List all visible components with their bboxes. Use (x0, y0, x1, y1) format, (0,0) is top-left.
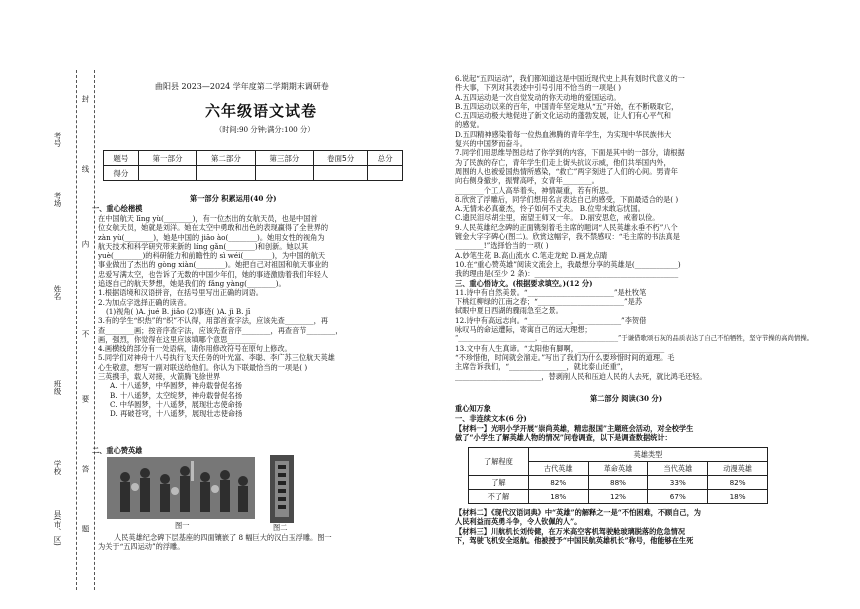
question-13-line: ________________________，替剥削人民和压迫人民的人去死，就比鸿毛还轻。 (455, 371, 707, 381)
question-8-line: A.无情未必真豪杰，怜子如何不丈夫。 B.位卑未敢忘忧国。 (455, 204, 645, 214)
question-4: 4.画横线的部分有一处语病，请你用修改符号在原句上修改。 (98, 344, 292, 354)
question-10-line: 我的理由是(至少 2 条)：________________________________________ (455, 269, 679, 279)
question-12-line: 12.诗中有高远志向。“____________，____________”李贺借 (455, 315, 647, 325)
question-3-line: 3.有的学生“织热”的“织”不认得，用部首查字法，应该先查________，再 (98, 316, 328, 326)
material-line: 下，驾驶飞机安全返航。他被授予“中国民航英雄机长”称号，他能够在生死 (455, 535, 694, 545)
option-d: D. 再破苍穹，十八遥梦，展现壮志使命扬 (110, 409, 243, 419)
score-header: 第三部分 (255, 151, 313, 166)
question-9-line: 镀金大字字碑心(图二)。欣赏这幅字，我不禁感叹：“毛主席的书法真是 (455, 232, 680, 242)
caption-line: 人民英雄纪念碑下层基座的四面镶嵌了 8 幅巨大的汉白玉浮雕。图一 (114, 533, 332, 542)
question-6-line: D.五四精神感染着每一位热血沸腾的青年学生，为实现中华民族伟大 (455, 129, 672, 139)
material-line: 人民利益而英勇斗争，令人钦佩的人”。 (455, 517, 582, 527)
margin-label-county: 县(市、区) (53, 510, 62, 546)
question-11-line: 轼眼中夏日西湖的骤雨急至之景。 (455, 306, 563, 316)
material-line: 【材料一】光明小学开展“崇尚英雄，精忠报国”主题班会活动，对全校学生 (455, 424, 694, 433)
question-10-line: 10.在“重心赞英雄”阅读文流会上，我最想分享的英雄是(____________) (455, 259, 681, 269)
question-9-line: ________!”选择恰当的一项( ) (455, 241, 549, 251)
passage-line: yuè(________)的科研能力和前瞻性的 sì wéi(________)，为中国的航天 (98, 251, 326, 261)
question-13-line: 13.文中有人生真谛。“太阳他有脚啊，________________________ (455, 343, 665, 353)
passage-line: zàn yù(________)，她是中国的 jiāo ào(________)。她用女性的视角为 (98, 232, 325, 242)
part1-title: 第一部分 积累运用(40 分) (190, 194, 277, 203)
caption-line: 为关于“五四运动”的浮雕。 (98, 542, 185, 552)
section-title: 三、重心悟诗文。(根据要求填空。)(12 分) (455, 278, 593, 288)
seal-char: 要 (81, 395, 90, 403)
seal-char: 线 (81, 165, 90, 173)
question-9-line: 9.人民英雄纪念碑的正面镌刻着毛主席的题词“人民英雄永垂不朽”八个 (455, 222, 678, 232)
material-line: 【材料三】川航机长刘传健，在万米高空客机驾驶舱玻璃脱落的危急情况 (455, 526, 686, 536)
question-3-line: 画，强烈，你觉得在这里应该填哪个意思________ (98, 334, 257, 344)
image-caption (98, 533, 332, 552)
option-c: C. 中华圆梦，十八遥梦，展现壮志使命扬 (110, 399, 243, 409)
seal-char: 答 (81, 465, 90, 473)
right-column (455, 74, 813, 381)
option-b: B. 十八遥梦，太空绽梦，神舟载誉促名扬 (110, 390, 243, 400)
score-cell[interactable] (197, 166, 255, 181)
question-7-line: 为了民族的存亡，青年学生们走上街头抗议示威，他们共举国内外， (455, 157, 671, 167)
part2-title: 第二部分 阅读(30 分) (590, 394, 663, 403)
passage-line: 位女航天员，她就是刘洋。她在太空中勇敢和出色的表现赢得了全世界的 (98, 223, 329, 233)
question-8-line: 8.欣赏了浮雕后，同学们想用名言表达自己的感受，下面最适合的是( ) (455, 194, 679, 204)
table-row (469, 490, 768, 504)
row-label: 了解 (469, 476, 529, 490)
question-7-line: 向右侧身撤步，振臂高呼，女青年________。 (455, 176, 599, 186)
margin-label-class: 班级 (53, 380, 62, 395)
material-line: 【材料二】《现代汉语词典》中“英雄”的解释之一是“不怕困难，不顾自己，为 (455, 508, 701, 517)
time-info: （时间:90 分钟;满分:100 分） (215, 125, 315, 134)
question-6-line: B.五四运动以来的百年，中国青年坚定地从“五”开始，在不断吸取它， (455, 101, 679, 111)
score-header: 卷面5分 (314, 151, 368, 166)
relief-image-1 (107, 457, 255, 519)
material-line: 做了“小学生了解英雄人物的情况”问卷调查，以下是调查数据统计： (455, 433, 672, 443)
question-7-line: 周围的人也被爱国热情所感染，“救亡”两字刻进了人们的心间。男青年 (455, 166, 678, 176)
question-12-line: “________________________，________________________”于谦借歌颂石灰的品质表达了自己不怕牺牲，坚守节操的高尚情操。 (455, 334, 814, 343)
table-col-header: 当代英雄 (648, 462, 708, 476)
seal-char: 封 (81, 95, 90, 103)
question-13-line: “不珍惜他，时间就会溜走。”写出了我们为什么要珍惜时间的道理。毛 (455, 352, 675, 362)
score-header: 第二部分 (197, 151, 255, 166)
margin-label-exam-room: 考场 (53, 192, 62, 207)
monument-graphic (270, 455, 294, 523)
table-cell: 12% (588, 490, 648, 504)
page-title: 六年级语文试卷 (205, 102, 318, 120)
question-6-line: 件大事，下列对其表述中引号引用不恰当的一项是( ) (455, 83, 622, 93)
table-cell: 33% (648, 476, 708, 490)
exam-name: 曲阳县 2023—2024 学年度第二学期期末调研卷 (155, 82, 329, 91)
figure-1-label: 图一 (175, 521, 190, 530)
table-cell: 18% (708, 490, 768, 504)
seal-line-inner (94, 70, 95, 590)
passage-line: 忠爱写满太空，也告诉了无数的中国少年们，她的事迹激励着我们年轻人 (98, 269, 329, 279)
score-cell[interactable] (255, 166, 313, 181)
section-read: 重心知万象 (455, 404, 491, 413)
passage-line: 航天技术和科学研究带来新的 líng gǎn(________)和创新。她以其 (98, 241, 309, 251)
score-cell[interactable] (368, 166, 403, 181)
table-cell: 82% (528, 476, 588, 490)
passage-1 (98, 214, 342, 419)
question-1: 1.根据语境和汉语拼音，在括号里写出正确的词语。 (98, 288, 263, 298)
passage-line: 追逐自己的航天梦想，她是我们的 fǎng yàng(________)。 (98, 279, 286, 289)
score-header: 第一部分 (138, 151, 196, 166)
score-cell[interactable] (138, 166, 196, 181)
passage-line: 在中国航天 līng yù(________)，有一位杰出的女航天员，也是中国首 (98, 214, 318, 223)
question-2: 2.为加点字选择正确的读音。 (98, 297, 192, 307)
reading-1-title: 一、非连续文本(6 分) (455, 414, 527, 423)
table-cell: 88% (588, 476, 648, 490)
seal-char: 不 (81, 330, 90, 338)
question-6-line: A.五四运动是一次自觉发动的你天动地的爱国运动。 (455, 92, 621, 102)
question-5-line: 三英携手，载人对接，火箭腾飞徐世界 (98, 372, 221, 382)
table-cell: 67% (648, 490, 708, 504)
question-11-line: 11.诗中有自然美景。“________________________”是杜牧笔 (455, 287, 647, 297)
section-title: 二、重心赞英雄 (92, 446, 143, 455)
question-6-line: C.五四运动极大地促进了新文化运动的蓬勃发展，让人们有心平气和 (455, 111, 671, 121)
material-1 (455, 424, 693, 443)
option-a: A. 十八遥梦，中华圆梦，神舟载誉促名扬 (110, 381, 242, 391)
score-header: 总分 (368, 151, 403, 166)
question-8-line: C.遗民泪尽胡尘里，南望王师又一年。 D.丽安思危，戒奢以俭。 (455, 213, 660, 223)
question-2-options: (1)视角( )A. jué B. jiǎo (2)事迹( )A. jì B. jī (106, 306, 251, 316)
question-3-line: 查________画；按音序查字法，应该先查音序________，再查音节________， (98, 325, 343, 335)
material-2 (455, 508, 701, 545)
relief-image-2 (270, 455, 294, 523)
question-6-line: 的感觉。 (455, 120, 484, 130)
table-group-header: 英雄类型 (528, 448, 767, 462)
row-label: 不了解 (469, 490, 529, 504)
question-7-line: 7.同学们用思维导图总结了你学到的内容，下面是其中的一部分，请根据 (455, 148, 685, 158)
relief-figures-graphic (107, 457, 255, 519)
score-header: 题号 (104, 151, 139, 166)
figure-2-label: 图二 (273, 523, 288, 532)
question-9-line: A.妙笔生花 B.高山流水 C.笔走龙蛇 D.画龙点睛 (455, 250, 608, 260)
score-row-label: 得分 (104, 166, 139, 181)
score-cell[interactable] (314, 166, 368, 181)
margin-label-name: 姓名 (53, 285, 62, 300)
table-col-header: 古代英雄 (528, 462, 588, 476)
margin-label-school: 学校 (53, 460, 62, 475)
section-title: 一、重心绘楷模 (92, 204, 143, 213)
survey-table (468, 447, 768, 504)
question-5-line: 5.同学们对神舟十八号执行飞天任务的叶光富、李聪、李广苏三位航天英雄 (98, 353, 335, 363)
table-cell: 18% (528, 490, 588, 504)
table-row (469, 476, 768, 490)
score-table (103, 150, 403, 181)
question-5-line: 心生敬意，想写一副对联送给他们。你认为下联最恰当的一项是( ) (98, 362, 308, 372)
seal-char: 内 (81, 240, 90, 248)
seal-line (76, 70, 77, 590)
binding-margin (50, 70, 100, 590)
table-col-header: 动漫英雄 (708, 462, 768, 476)
passage-line: 事业做出了杰出的 gòng xiàn(________)。她把自己对祖国和航天事业的 (98, 260, 329, 270)
table-cell: 82% (708, 476, 768, 490)
question-12-line: 咏叹马的命运遭际，寄寓自己的远大理想； (455, 325, 592, 335)
question-11-line: 下桃红柳绿的江南之春；“________________________”是苏 (455, 297, 643, 307)
table-col-header: 革命英雄 (588, 462, 648, 476)
table-corner: 了解程度 (469, 448, 529, 476)
seal-char: 题 (81, 525, 90, 533)
question-6-line: 6.说起“五四运动”，我们都知道这是中国近现代史上具有划时代意义的一 (455, 74, 685, 83)
margin-label-exam-no: 考号 (53, 132, 62, 147)
question-13-line: 主席告诉我们，“________________，就比泰山还重”， (455, 362, 628, 372)
question-6-line: 复兴的中国梦而奋斗。 (455, 139, 527, 149)
question-7-line: ________个工人高举着头，神情凝重，若有所思。 (455, 185, 614, 195)
